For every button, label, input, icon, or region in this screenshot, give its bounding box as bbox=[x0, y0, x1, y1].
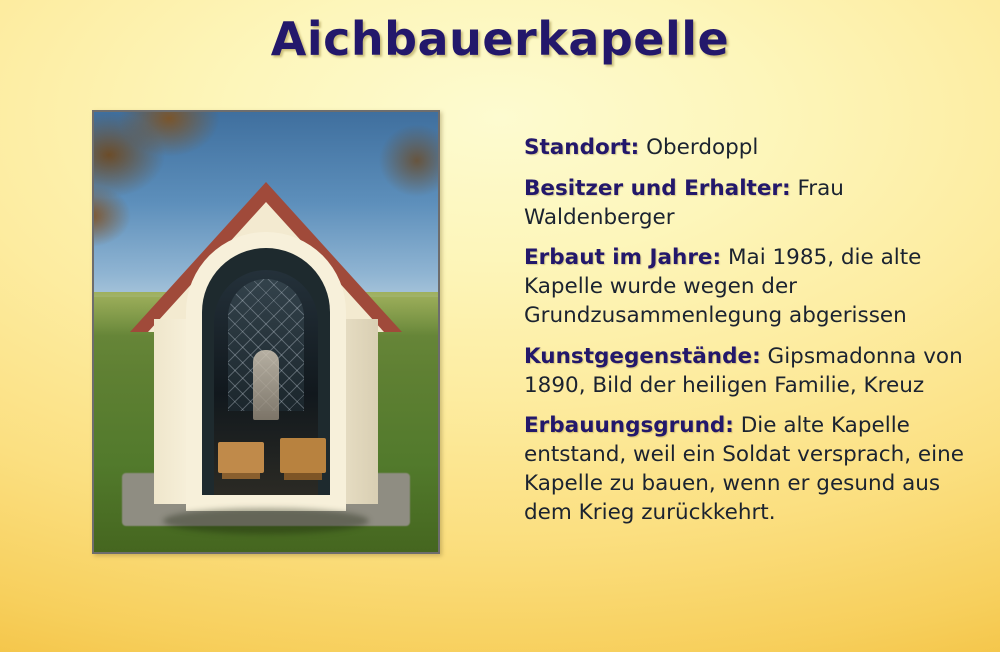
fact-standort bbox=[524, 134, 976, 163]
fact-label: Standort: bbox=[524, 135, 640, 160]
fact-besitzer bbox=[524, 175, 976, 233]
fact-value: Gipsmadonna von 1890, Bild der heiligen Familie, Kreuz bbox=[524, 343, 963, 398]
fact-value: Die alte Kapelle entstand, weil ein Soldat versprach, eine Kapelle zu bauen, wenn er gesund aus dem Krieg zurückkehrt. bbox=[524, 413, 964, 525]
fact-kunstgegenstaende bbox=[524, 343, 976, 401]
chapel-photo bbox=[92, 110, 440, 554]
fact-erbaut bbox=[524, 244, 976, 330]
fact-label: Erbaut im Jahre: bbox=[524, 245, 722, 271]
fact-label: Besitzer und Erhalter: bbox=[524, 175, 791, 201]
fact-value: Mai 1985, die alte Kapelle wurde wegen der Grundzusammenlegung abgerissen bbox=[524, 245, 922, 328]
photo-madonna-figure bbox=[253, 350, 279, 420]
fact-label: Erbauungsgrund: bbox=[524, 413, 734, 439]
fact-erbauungsgrund bbox=[524, 412, 976, 527]
page-title: Aichbauerkapelle bbox=[270, 12, 730, 66]
fact-list bbox=[524, 134, 976, 528]
fact-value: Oberdoppl bbox=[646, 135, 759, 160]
fact-label: Kunstgegenstände: bbox=[524, 343, 761, 369]
photo-bench-right bbox=[280, 438, 326, 473]
photo-bench-left bbox=[218, 442, 264, 473]
fact-value: Frau Waldenberger bbox=[524, 175, 844, 230]
